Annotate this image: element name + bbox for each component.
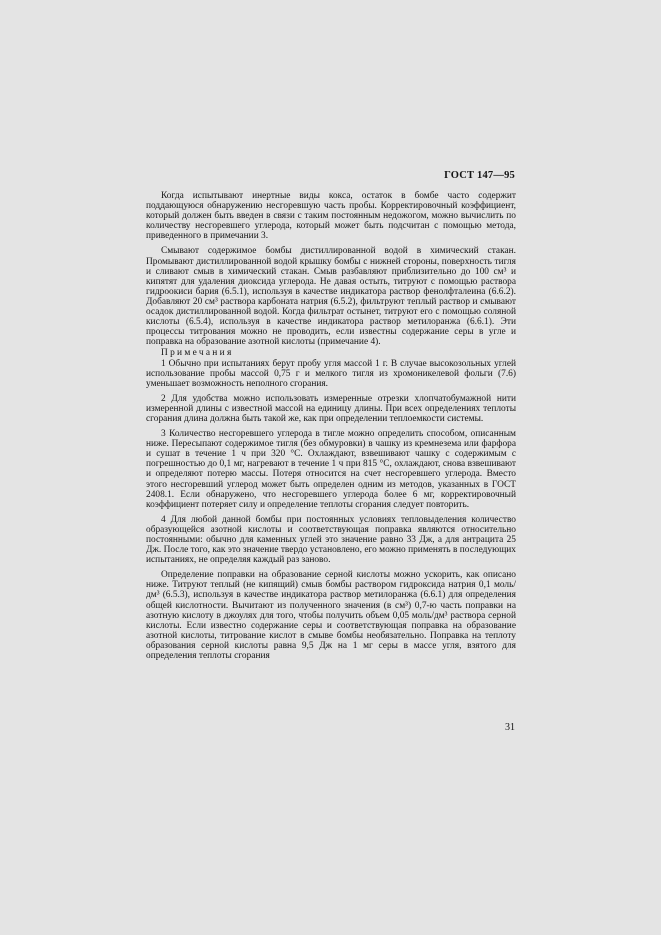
- paragraph-inert-coke: Когда испытывают инертные виды кокса, остаток в бомбе часто содержит поддающуюся обнаружению несгоревшую часть пробы. Корректировочный коэффициент, который должен быть введен в связи с таким постоянным недожогом, можно вычислить по количеству несгоревшего углерода, который может быть подсчитан с помощью метода, приведенного в примечании 3.: [146, 191, 516, 242]
- document-body: [146, 191, 516, 661]
- notes-heading: Примечания: [161, 348, 234, 359]
- paragraph-sulfuric-acid-correction: Определение поправки на образование серной кислоты можно ускорить, как описано ниже. Титруют теплый (не кипящий) смыв бомбы раствором гидроксида натрия 0,1 моль/дм³ (6.5.3), используя в качестве индикатора раствор метилоранжа (6.6.1) для определения общей кислотности. Вычитают из полученного значения (в см³) 0,7-ю часть поправки на азотную кислоту в джоулях для того, чтобы получить объем 0,05 моль/дм³ раствора серной кислоты. Если известно содержание серы и соответствующая поправка на образование азотной кислоты, титрование кислот в смыве бомбы необязательно. Поправка на теплоту образования серной кислоты равна 9,5 Дж на 1 мг серы в массе угля, взятого для определения теплоты сгорания: [146, 570, 516, 662]
- note-1: 1 Обычно при испытаниях берут пробу угля массой 1 г. В случае высокозольных углей использование пробы массой 0,75 г и мелкого тигля из хромоникелевой фольги (7.6) уменьшает возможность неполного сгорания.: [146, 358, 516, 389]
- page-number: 31: [505, 722, 515, 733]
- paragraph-rinse-procedure: Смывают содержимое бомбы дистиллированной водой в химический стакан. Промывают дистиллированной водой крышку бомбы с нижней стороны, поверхность тигля и сливают смыв в химический стакан. Смыв разбавляют приблизительно до 100 см³ и кипятят для удаления диоксида углерода. Не давая остыть, титруют с помощью раствора гидроокиси бария (6.5.1), используя в качестве индикатора раствор фенолфталеина (6.6.2). Добавляют 20 см³ раствора карбоната натрия (6.5.2), фильтруют теплый раствор и смывают осадок дистиллированной водой. Когда фильтрат остынет, титруют его с помощью соляной кислоты (6.5.4), используя в качестве индикатора раствор метилоранжа (6.6.1). Эти процессы титрования можно не проводить, если известны содержание серы в угле и поправка на образование азотной кислоты (примечание 4).: [146, 246, 516, 348]
- note-4: 4 Для любой данной бомбы при постоянных условиях тепловыделения количество образующейся азотной кислоты и соответствующая поправка являются относительно постоянными: обычно для каменных углей это значение равно 33 Дж, а для антрацита 25 Дж. После того, как это значение твердо установлено, его можно применять в последующих испытаниях, не определяя каждый раз заново.: [146, 514, 516, 566]
- standard-code-header: ГОСТ 147—95: [444, 170, 515, 181]
- note-3: 3 Количество несгоревшего углерода в тигле можно определить способом, описанным ниже. Пересыпают содержимое тигля (без обмуровки) в чашку из кремнезема или фарфора и сушат в течение 1 ч при 320 °С. Охлаждают, взвешивают чашку с содержимым с погрешностью до 0,1 мг, нагревают в течение 1 ч при 815 °С, охлаждают, снова взвешивают и определяют потерю массы. Потеря относится на счет несгоревшего углерода. Вместо этого несгоревший углерод может быть определен одним из методов, указанных в ГОСТ 2408.1. Если обнаружено, что несгоревшего углерода более 6 мг, корректировочный коэффициент потеряет силу и определение теплоты сгорания следует повторить.: [146, 429, 516, 510]
- note-2: 2 Для удобства можно использовать измеренные отрезки хлопчатобумажной нити измеренной длины с известной массой на единицу длины. При всех определениях теплоты сгорания длина должна быть такой же, как при определении теплоемкости системы.: [146, 393, 516, 424]
